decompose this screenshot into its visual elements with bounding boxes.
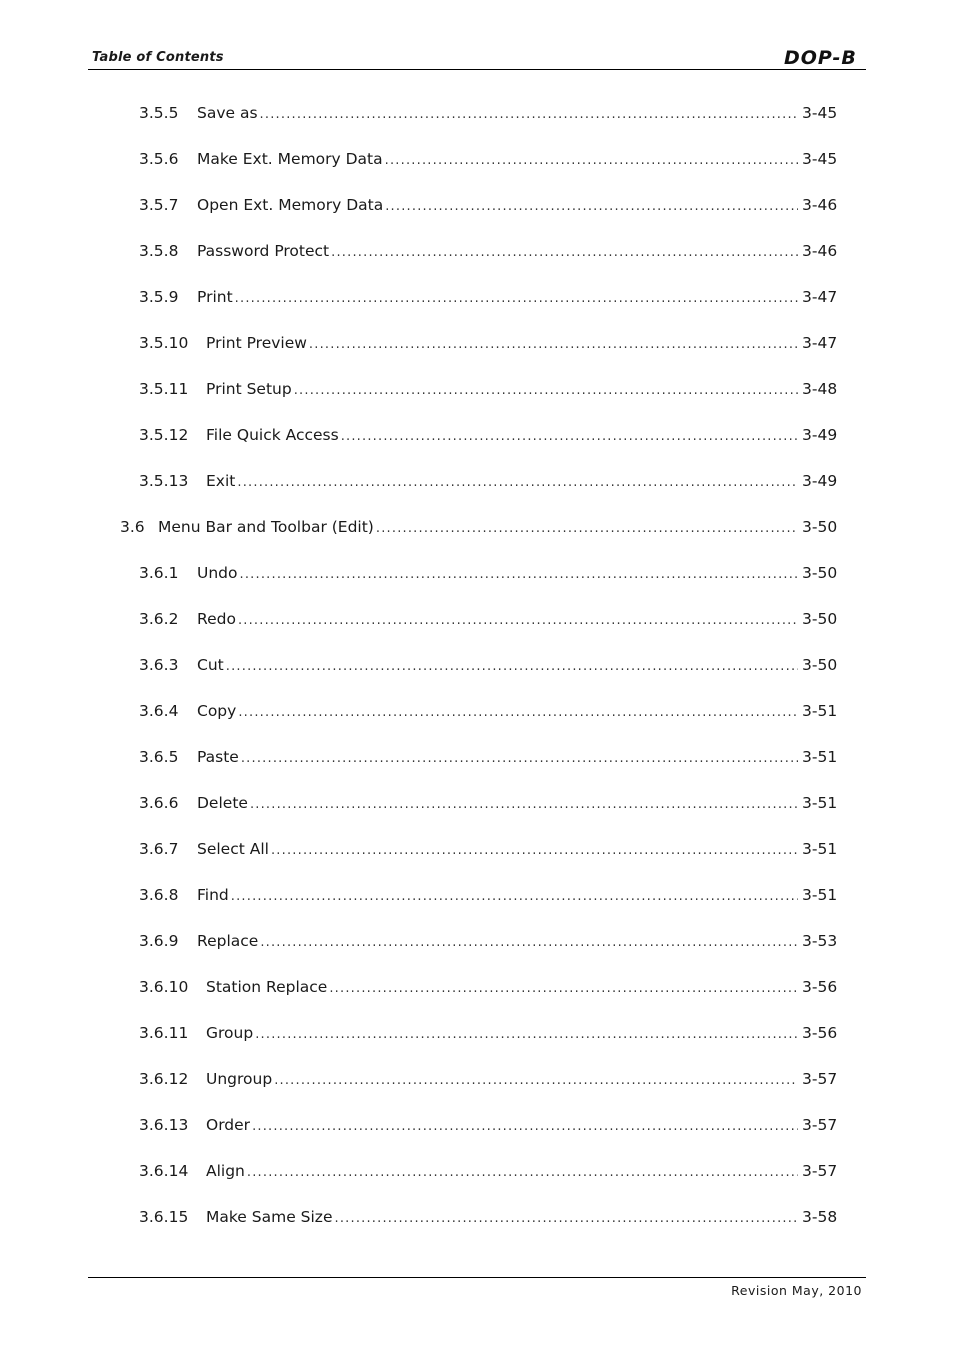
product-logo-text: DOP-B — [784, 47, 857, 67]
toc-entry[interactable] — [0, 930, 954, 952]
toc-entry-title: Station Replace — [206, 978, 328, 996]
toc-entry-page: 3-56 — [802, 978, 838, 996]
toc-entry[interactable] — [0, 1206, 954, 1228]
toc-entry-leader — [238, 702, 798, 724]
footer-divider — [88, 1277, 866, 1278]
toc-entry-number: 3.6 — [120, 518, 145, 536]
toc-entry-leader — [260, 104, 798, 126]
toc-entry-number: 3.5.13 — [139, 472, 189, 490]
toc-entry-leader — [255, 1024, 798, 1046]
toc-entry[interactable] — [0, 1160, 954, 1182]
toc-entry-title: Exit — [206, 472, 236, 490]
toc-entry-page: 3-50 — [802, 564, 838, 582]
toc-entry-leader — [385, 150, 798, 172]
toc-entry-page: 3-58 — [802, 1208, 838, 1226]
toc-entry-number: 3.5.11 — [139, 380, 189, 398]
header-title: Table of Contents — [92, 50, 224, 65]
toc-entry-number: 3.6.9 — [139, 932, 179, 950]
toc-entry-number: 3.6.8 — [139, 886, 179, 904]
toc-entry-leader — [341, 426, 798, 448]
toc-entry-title: File Quick Access — [206, 426, 339, 444]
toc-entry-page: 3-49 — [802, 472, 838, 490]
toc-entry-page: 3-51 — [802, 840, 838, 858]
toc-entry-page: 3-47 — [802, 288, 838, 306]
toc-entry-title: Copy — [197, 702, 237, 720]
toc-entry-leader — [238, 610, 798, 632]
toc-entry-page: 3-47 — [802, 334, 838, 352]
toc-entry-number: 3.6.11 — [139, 1024, 189, 1042]
toc-entry-leader — [329, 978, 798, 1000]
toc-entry-title: Make Same Size — [206, 1208, 333, 1226]
toc-entry-number: 3.6.1 — [139, 564, 179, 582]
toc-entry-title: Group — [206, 1024, 254, 1042]
toc-entry-title: Make Ext. Memory Data — [197, 150, 383, 168]
toc-entry-leader — [271, 840, 798, 862]
toc-entry-leader — [274, 1070, 798, 1092]
toc-entry-title: Paste — [197, 748, 239, 766]
toc-entry-leader — [331, 242, 798, 264]
toc-entry-number: 3.6.2 — [139, 610, 179, 628]
toc-entry[interactable] — [0, 1022, 954, 1044]
toc-entry-page: 3-51 — [802, 702, 838, 720]
toc-entry-leader — [294, 380, 798, 402]
toc-entry-leader — [334, 1208, 798, 1230]
toc-entry[interactable] — [0, 102, 954, 124]
toc-entry-title: Password Protect — [197, 242, 330, 260]
toc-entry[interactable] — [0, 378, 954, 400]
toc-entry-page: 3-49 — [802, 426, 838, 444]
toc-entry[interactable] — [0, 884, 954, 906]
toc-entry-title: Print — [197, 288, 233, 306]
toc-entry-number: 3.6.14 — [139, 1162, 189, 1180]
toc-entry[interactable] — [0, 976, 954, 998]
toc-entry-page: 3-51 — [802, 794, 838, 812]
toc-entry-page: 3-46 — [802, 242, 838, 260]
toc-entry-title: Replace — [197, 932, 259, 950]
toc-entry-leader — [260, 932, 798, 954]
toc-entry[interactable] — [0, 654, 954, 676]
toc-entry-title: Undo — [197, 564, 238, 582]
toc-entry-number: 3.5.9 — [139, 288, 179, 306]
toc-entry-number: 3.5.7 — [139, 196, 179, 214]
toc-entry-page: 3-45 — [802, 150, 838, 168]
toc-entry-page: 3-51 — [802, 886, 838, 904]
toc-entry-leader — [241, 748, 798, 770]
toc-entry-page: 3-56 — [802, 1024, 838, 1042]
toc-entry-page: 3-50 — [802, 518, 838, 536]
toc-entry[interactable] — [0, 562, 954, 584]
toc-entry-page: 3-57 — [802, 1116, 838, 1134]
toc-entry-title: Order — [206, 1116, 251, 1134]
header-divider — [88, 69, 866, 70]
toc-entry-leader — [250, 794, 798, 816]
toc-entry-title: Print Setup — [206, 380, 292, 398]
toc-entry-number: 3.6.15 — [139, 1208, 189, 1226]
toc-entry-number: 3.5.6 — [139, 150, 179, 168]
toc-entry-page: 3-45 — [802, 104, 838, 122]
toc-entry[interactable] — [0, 746, 954, 768]
toc-entry-page: 3-57 — [802, 1162, 838, 1180]
toc-entry-page: 3-53 — [802, 932, 838, 950]
toc-entry-page: 3-46 — [802, 196, 838, 214]
toc-entry[interactable] — [0, 240, 954, 262]
toc-entry[interactable] — [0, 792, 954, 814]
toc-entry-leader — [385, 196, 798, 218]
toc-entry[interactable] — [0, 286, 954, 308]
product-logo — [784, 47, 866, 67]
toc-entry[interactable] — [0, 1114, 954, 1136]
toc-entry-page: 3-48 — [802, 380, 838, 398]
toc-entry-page: 3-50 — [802, 610, 838, 628]
toc-entry-title: Redo — [197, 610, 236, 628]
toc-entry[interactable] — [0, 148, 954, 170]
toc-entry[interactable] — [0, 700, 954, 722]
toc-entry-number: 3.6.13 — [139, 1116, 189, 1134]
revision-date: Revision May, 2010 — [731, 1283, 862, 1298]
toc-entry-leader — [247, 1162, 798, 1184]
toc-entry-number: 3.6.4 — [139, 702, 179, 720]
toc-entry-number: 3.6.5 — [139, 748, 179, 766]
toc-entry-page: 3-57 — [802, 1070, 838, 1088]
toc-entry-title: Select All — [197, 840, 269, 858]
toc-entry-leader — [237, 472, 798, 494]
toc-entry-title: Cut — [197, 656, 224, 674]
toc-entry-number: 3.6.3 — [139, 656, 179, 674]
toc-entry[interactable] — [0, 838, 954, 860]
toc-entry-leader — [309, 334, 798, 356]
toc-entry-page: 3-50 — [802, 656, 838, 674]
toc-entry-title: Print Preview — [206, 334, 307, 352]
toc-entry-number: 3.5.10 — [139, 334, 189, 352]
toc-entry[interactable] — [0, 424, 954, 446]
toc-entry[interactable] — [0, 1068, 954, 1090]
toc-entry-leader — [226, 656, 798, 678]
toc-entry[interactable] — [0, 608, 954, 630]
toc-entry-leader — [235, 288, 798, 310]
toc-entry-title: Open Ext. Memory Data — [197, 196, 384, 214]
toc-entry-leader — [252, 1116, 798, 1138]
toc-entry[interactable] — [0, 516, 954, 538]
toc-entry-number: 3.5.8 — [139, 242, 179, 260]
toc-entry[interactable] — [0, 470, 954, 492]
toc-entry-title: Save as — [197, 104, 258, 122]
toc-entry-number: 3.6.6 — [139, 794, 179, 812]
toc-entry-leader — [231, 886, 798, 908]
toc-entry-title: Ungroup — [206, 1070, 273, 1088]
toc-entry-title: Align — [206, 1162, 245, 1180]
toc-entry-title: Menu Bar and Toolbar (Edit) — [158, 518, 374, 536]
toc-entry-number: 3.5.5 — [139, 104, 179, 122]
toc-entry-page: 3-51 — [802, 748, 838, 766]
toc-entry-leader — [376, 518, 798, 540]
toc-entry-number: 3.6.7 — [139, 840, 179, 858]
toc-entry-title: Delete — [197, 794, 248, 812]
toc-entry[interactable] — [0, 194, 954, 216]
toc-entry-title: Find — [197, 886, 229, 904]
toc-entry[interactable] — [0, 332, 954, 354]
toc-entry-leader — [240, 564, 799, 586]
toc-entry-number: 3.6.12 — [139, 1070, 189, 1088]
toc-entry-number: 3.5.12 — [139, 426, 189, 444]
toc-entry-number: 3.6.10 — [139, 978, 189, 996]
